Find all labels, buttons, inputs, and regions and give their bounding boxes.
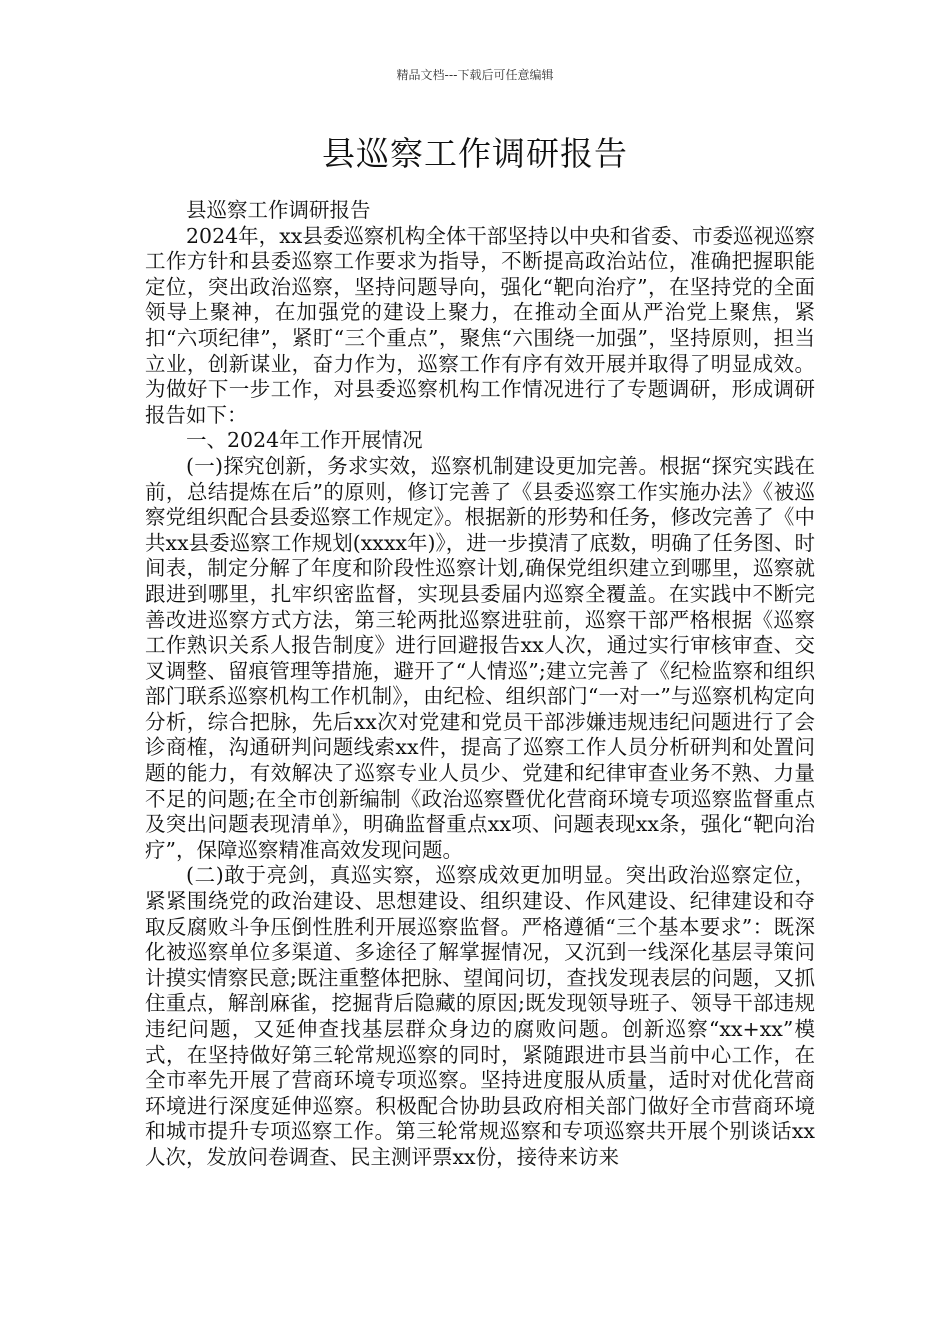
body-paragraph: 2024年，xx县委巡察机构全体干部坚持以中央和省委、市委巡视巡察工作方针和县委巡察工作要求为指导，不断提高政治站位，准确把握职能定位，突出政治巡察，坚持问题导向，强化“靶向治疗”，在坚持党的全面领导上聚神，在加强党的建设上聚力，在推动全面从严治党上聚焦，紧扣“六项纪律”，紧盯“三个重点”，聚焦“六围绕一加强”，坚持原则，担当立业，创新谋业，奋力作为，巡察工作有序有效开展并取得了明显成效。为做好下一步工作，对县委巡察机构工作情况进行了专题调研，形成调研报告如下： [145, 223, 815, 427]
body-paragraph: (二)敢于亮剑，真巡实察，巡察成效更加明显。突出政治巡察定位，紧紧围绕党的政治建设、思想建设、组织建设、作风建设、纪律建设和夺取反腐败斗争压倒性胜利开展巡察监督。严格遵循“三个基本要求”：既深化被巡察单位多渠道、多途径了解掌握情况，又沉到一线深化基层寻策问计摸实情察民意;既注重整体把脉、望闻问切，查找发现表层的问题，又抓住重点，解剖麻雀，挖掘背后隐藏的原因;既发现领导班子、领导干部违规违纪问题，又延伸查找基层群众身边的腐败问题。创新巡察“xx+xx”模式，在坚持做好第三轮常规巡察的同时，紧随跟进市县当前中心工作，在全市率先开展了营商环境专项巡察。坚持进度服从质量，适时对优化营商环境进行深度延伸巡察。积极配合协助县政府相关部门做好全市营商环境和城市提升专项巡察工作。第三轮常规巡察和专项巡察共开展个别谈话xx人次，发放问卷调查、民主测评票xx份，接待来访来 [145, 863, 815, 1169]
body-paragraph: 县巡察工作调研报告 [186, 198, 371, 222]
section-heading: 一、2024年工作开展情况 [186, 428, 423, 453]
body-paragraph: (一)探究创新，务求实效，巡察机制建设更加完善。根据“探究实践在前，总结提炼在后”的原则，修订完善了《县委巡察工作实施办法》《被巡察党组织配合县委巡察工作规定》。根据新的形势和任务，修改完善了《中共xx县委巡察工作规划(xxxx年)》，进一步摸清了底数，明确了任务图、时间表，制定分解了年度和阶段性巡察计划,确保党组织建立到哪里，巡察就跟进到哪里，扎牢织密监督，实现县委届内巡察全覆盖。在实践中不断完善改进巡察方式方法，第三轮两批巡察进驻前，巡察干部严格根据《巡察工作熟识关系人报告制度》进行回避报告xx人次，通过实行审核审查、交叉调整、留痕管理等措施，避开了“人情巡”;建立完善了《纪检监察和组织部门联系巡察机构工作机制》，由纪检、组织部门“一对一”与巡察机构定向分析，综合把脉，先后xx次对党建和党员干部涉嫌违规违纪问题进行了会诊商榷，沟通研判问题线索xx件，提高了巡察工作人员分析研判和处置问题的能力，有效解决了巡察专业人员少、党建和纪律审查业务不熟、力量不足的问题;在全市创新编制《政治巡察暨优化营商环境专项巡察监督重点及突出问题表现清单》，明确监督重点xx项、问题表现xx条，强化“靶向治疗”，保障巡察精准高效发现问题。 [145, 453, 815, 862]
document-title: 县巡察工作调研报告 [322, 134, 628, 173]
header-note: 精品文档---下载后可任意编辑 [396, 68, 554, 82]
document-body [145, 198, 815, 1171]
